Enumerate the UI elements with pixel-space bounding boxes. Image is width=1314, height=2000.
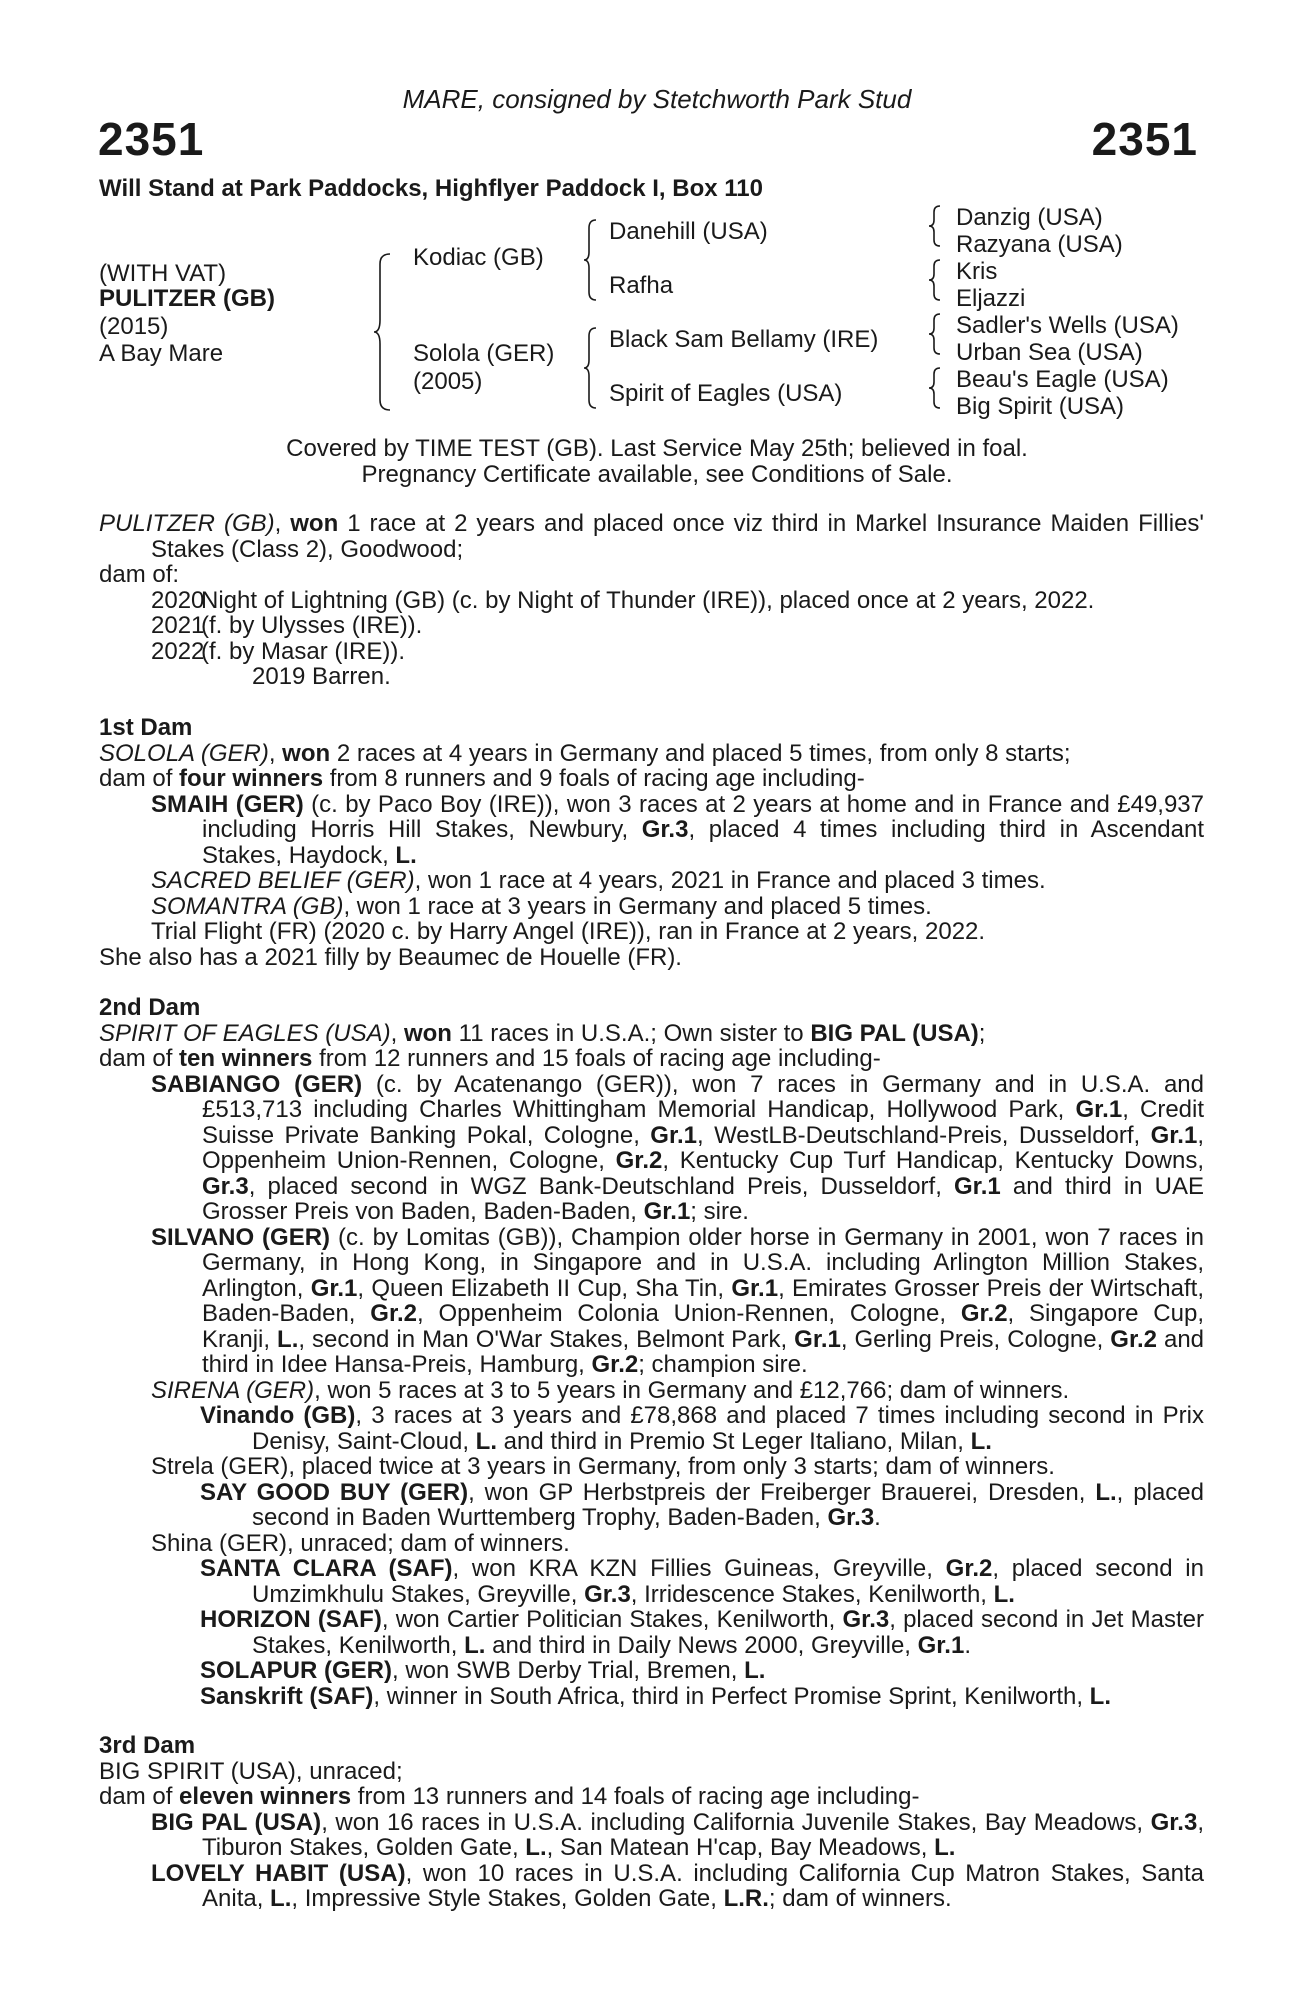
brace-g2 <box>927 258 943 302</box>
second-dam-section: 2nd Dam SPIRIT OF EAGLES (USA), won 11 races in U.S.A.; Own sister to BIG PAL (USA); dam of ten winners from 12 runners and 15 foals of racing age including- SABIANGO (GER) (c. by Acatenango (GER)), won 7 races in Germany and in U.S.A. and £513,713 including Charles Whittingham Memorial Handicap, Hollywood Park, Gr.1, Credit Suisse Private Banking Pokal, Cologne, Gr.1, WestLB-Deutschland-Preis, Dusseldorf, Gr.1, Oppenheim Union-Rennen, Cologne, Gr.2, Kentucky Cup Turf Handicap, Kentucky Downs, Gr.3, placed second in WGZ Bank-Deutschland Preis, Dusseldorf, Gr.1 and third in UAE Grosser Preis von Baden, Baden-Baden, Gr.1; sire. SILVANO (GER) (c. by Lomitas (GB)), Champion older horse in Germany in 2001, won 7 races in Germany, in Hong Kong, in Singapore and in U.S.A. including Arlington Million Stakes, Arlington, Gr.1, Queen Elizabeth II Cup, Sha Tin, Gr.1, Emirates Grosser Preis der Wirtschaft, Baden-Baden, Gr.2, Oppenheim Colonia Union-Rennen, Cologne, Gr.2, Singapore Cup, Kranji, L., second in Man O'War Stakes, Belmont Park, Gr.1, Gerling Preis, Cologne, Gr.2 and third in Idee Hansa-Preis, Hamburg, Gr.2; champion sire. SIRENA (GER), won 5 races at 3 to 5 years in Germany and £12,766; dam of winners. Vinando (GB), 3 races at 3 years and £78,868 and placed 7 times including second in Prix Denisy, Saint-Cloud, L. and third in Premio St Leger Italiano, Milan, L. Strela (GER), placed twice at 3 years in Germany, from only 3 starts; dam of winners. SAY GOOD BUY (GER), won GP Herbstpreis der Freiberger Brauerei, Dresden, L., placed second in Baden Wurttemberg Trophy, Baden-Baden, Gr.3. Shina (GER), unraced; dam of winners. SANTA CLARA (SAF), won KRA KZN Fillies Guineas, Greyville, Gr.2, placed second in Umzimkhulu Stakes, Greyville, Gr.3, Irridescence Stakes, Kenilworth, L. HORIZON (SAF), won Cartier Politician Stakes, Kenilworth, Gr.3, placed second in Jet Master Stakes, Kenilworth, L. and third in Daily News 2000, Greyville, Gr.1. SOLAPUR (GER), won SWB Derby Trial, Bremen, L. Sanskrift (SAF), winner in South Africa, third in Perfect Promise Sprint, Kenilworth, L. <box>99 994 1205 1710</box>
also-note: She also has a 2021 filly by Beaumec de Houelle (FR). <box>99 943 682 971</box>
covering-note <box>0 436 1314 488</box>
brace-g3 <box>927 312 943 356</box>
progeny-entry: SABIANGO (GER) (c. by Acatenango (GER)), won 7 races in Germany and in U.S.A. and £513,713 including Charles Whittingham Memorial Handicap, Hollywood Park, Gr.1, Credit Suisse Private Banking Pokal, Cologne, Gr.1, WestLB-Deutschland-Preis, Dusseldorf, Gr.1, Oppenheim Union-Rennen, Cologne, Gr.2, Kentucky Cup Turf Handicap, Kentucky Downs, Gr.3, placed second in WGZ Bank-Deutschland Preis, Dusseldorf, Gr.1 and third in UAE Grosser Preis von Baden, Baden-Baden, Gr.1; sire. <box>151 1070 1205 1225</box>
ggparent-3: Kris <box>956 258 998 285</box>
grandprogeny-entry: HORIZON (SAF), won Cartier Politician Stakes, Kenilworth, Gr.3, placed second in Jet Master Stakes, Kenilworth, L. and third in Daily News 2000, Greyville, Gr.1. <box>200 1606 1204 1659</box>
grandprogeny-entry: SOLAPUR (GER), won SWB Derby Trial, Bremen, L. <box>200 1657 766 1684</box>
progeny-entry: SACRED BELIEF (GER), won 1 race at 4 years, 2021 in France and placed 3 times. <box>151 867 1046 894</box>
horse-year: (2015) <box>99 313 169 340</box>
section-heading: 2nd Dam <box>99 994 201 1021</box>
covered-line-1: Covered by TIME TEST (GB). Last Service May 25th; believed in foal. <box>286 435 1028 462</box>
produce-record <box>99 562 1204 690</box>
third-dam-section: 3rd Dam BIG SPIRIT (USA), unraced; dam of eleven winners from 13 runners and 14 foals of racing age including- BIG PAL (USA), won 16 races in U.S.A. including California Juvenile Stakes, Bay Meadows, Gr.3, Tiburon Stakes, Golden Gate, L., San Matean H'cap, Bay Meadows, L. LOVELY HABIT (USA), won 10 races in U.S.A. including California Cup Matron Stakes, Santa Anita, L., Impressive Style Stakes, Golden Gate, L.R.; dam of winners. <box>99 1732 1204 1912</box>
progeny-entry: Strela (GER), placed twice at 3 years in Germany, from only 3 starts; dam of winners. <box>151 1453 1055 1480</box>
grandprogeny-entry: Vinando (GB), 3 races at 3 years and £78,868 and placed 7 times including second in Prix Denisy, Saint-Cloud, L. and third in Premio St Leger Italiano, Milan, L. <box>200 1402 1204 1455</box>
brace-g1 <box>927 204 943 248</box>
brace-sire-parents <box>582 218 600 302</box>
section-heading: 3rd Dam <box>99 1732 196 1759</box>
progeny-entry: SOMANTRA (GB), won 1 race at 3 years in Germany and placed 5 times. <box>151 892 932 920</box>
section-heading: 1st Dam <box>99 714 193 741</box>
sire-dam: Rafha <box>609 272 674 299</box>
ggparent-1: Danzig (USA) <box>956 204 1103 231</box>
won-label: won <box>290 510 339 537</box>
progeny-entry: LOVELY HABIT (USA), won 10 races in U.S.A. including California Cup Matron Stakes, Santa Anita, L., Impressive Style Stakes, Golden Gate, L.R.; dam of winners. <box>151 1859 1204 1912</box>
brace-sire-dam <box>372 252 394 412</box>
ggparent-2: Razyana (USA) <box>956 231 1123 258</box>
dam-dam: Spirit of Eagles (USA) <box>609 380 843 407</box>
produce-row: 2020Night of Lightning (GB) (c. by Night of Thunder (IRE)), placed once at 2 years, 2022. <box>151 586 1095 614</box>
grandprogeny-entry: Sanskrift (SAF), winner in South Africa, third in Perfect Promise Sprint, Kenilworth, L. <box>200 1682 1111 1710</box>
progeny-entry: SIRENA (GER), won 5 races at 3 to 5 years in Germany and £12,766; dam of winners. <box>151 1376 1070 1404</box>
ggparent-8: Big Spirit (USA) <box>956 393 1125 420</box>
produce-row: 2021(f. by Ulysses (IRE)). <box>151 612 423 639</box>
sire: Kodiac (GB) <box>413 244 544 271</box>
grandprogeny-entry: SAY GOOD BUY (GER), won GP Herbstpreis der Freiberger Brauerei, Dresden, L., placed second in Baden Wurttemberg Trophy, Baden-Baden, Gr.3. <box>200 1478 1204 1531</box>
dam-name: SPIRIT OF EAGLES (USA) <box>99 1019 391 1047</box>
ggparent-6: Urban Sea (USA) <box>956 339 1143 366</box>
dam: Solola (GER) <box>413 340 555 367</box>
brace-g4 <box>927 366 943 410</box>
progeny-entry: SMAIH (GER) (c. by Paco Boy (IRE)), won 3 races at 2 years at home and in France and £49,937 including Horris Hill Stakes, Newbury, Gr.3, placed 4 times including third in Ascendant Stakes, Haydock, L. <box>151 790 1205 869</box>
dam-year: (2005) <box>413 368 483 395</box>
brace-dam-parents <box>582 326 600 410</box>
dam-name: SOLOLA (GER) <box>99 739 269 767</box>
ggparent-5: Sadler's Wells (USA) <box>956 312 1179 339</box>
barren-note: 2019 Barren. <box>252 663 391 690</box>
progeny-entry: Shina (GER), unraced; dam of winners. <box>151 1529 570 1557</box>
dam-of-label: dam of: <box>99 561 180 588</box>
vat-note: (WITH VAT) <box>99 260 227 287</box>
produce-row: 2022(f. by Masar (IRE)). <box>151 637 406 665</box>
lot-number-right: 2351 <box>1091 113 1198 165</box>
progeny-entry: BIG PAL (USA), won 16 races in U.S.A. including California Juvenile Stakes, Bay Meadows, Gr.3, Tiburon Stakes, Golden Gate, L., San Matean H'cap, Bay Meadows, L. <box>151 1808 1204 1861</box>
lot-number-left: 2351 <box>98 113 205 165</box>
ggparent-4: Eljazzi <box>956 285 1026 312</box>
covered-line-2: Pregnancy Certificate available, see Conditions of Sale. <box>361 461 953 488</box>
horse-summary: PULITZER (GB), won 1 race at 2 years and placed once viz third in Markel Insurance Maiden Fillies' Stakes (Class 2), Goodwood; <box>99 510 1205 563</box>
sire-sire: Danehill (USA) <box>609 218 768 245</box>
summary-text: 1 race at 2 years and placed once viz third in Markel Insurance Maiden Fillies' Stakes (Class 2), Goodwood; <box>151 510 1205 563</box>
summary-horse-name: PULITZER (GB) <box>99 510 275 537</box>
first-dam-section: 1st Dam SOLOLA (GER), won 2 races at 4 years in Germany and placed 5 times, from only 8 starts; dam of four winners from 8 runners and 9 foals of racing age including- SMAIH (GER) (c. by Paco Boy (IRE)), won 3 races at 2 years at home and in France and £49,937 including Horris Hill Stakes, Newbury, Gr.3, placed 4 times including third in Ascendant Stakes, Haydock, L. SACRED BELIEF (GER), won 1 race at 4 years, 2021 in France and placed 3 times. SOMANTRA (GB), won 1 race at 3 years in Germany and placed 5 times. Trial Flight (FR) (2020 c. by Harry Angel (IRE)), ran in France at 2 years, 2022. She also has a 2021 filly by Beaumec de Houelle (FR). <box>99 714 1205 971</box>
progeny-entry: Trial Flight (FR) (2020 c. by Harry Angel (IRE)), ran in France at 2 years, 2022. <box>151 918 986 945</box>
progeny-entry: SILVANO (GER) (c. by Lomitas (GB)), Champion older horse in Germany in 2001, won 7 races in Germany, in Hong Kong, in Singapore and in U.S.A. including Arlington Million Stakes, Arlington, Gr.1, Queen Elizabeth II Cup, Sha Tin, Gr.1, Emirates Grosser Preis der Wirtschaft, Baden-Baden, Gr.2, Oppenheim Colonia Union-Rennen, Cologne, Gr.2, Singapore Cup, Kranji, L., second in Man O'War Stakes, Belmont Park, Gr.1, Gerling Preis, Cologne, Gr.2 and third in Idee Hansa-Preis, Hamburg, Gr.2; champion sire. <box>151 1223 1205 1378</box>
stand-location: Will Stand at Park Paddocks, Highflyer Paddock I, Box 110 <box>99 175 763 202</box>
horse-description: A Bay Mare <box>99 340 224 367</box>
consignment-line: MARE, consigned by Stetchworth Park Stud <box>402 84 912 114</box>
dam-name: BIG SPIRIT (USA), unraced; <box>99 1757 403 1785</box>
horse-name: PULITZER (GB) <box>99 285 275 312</box>
dam-sire: Black Sam Bellamy (IRE) <box>609 326 879 353</box>
grandprogeny-entry: SANTA CLARA (SAF), won KRA KZN Fillies Guineas, Greyville, Gr.2, placed second in Umzimkhulu Stakes, Greyville, Gr.3, Irridescence Stakes, Kenilworth, L. <box>200 1555 1204 1608</box>
ggparent-7: Beau's Eagle (USA) <box>956 366 1169 393</box>
